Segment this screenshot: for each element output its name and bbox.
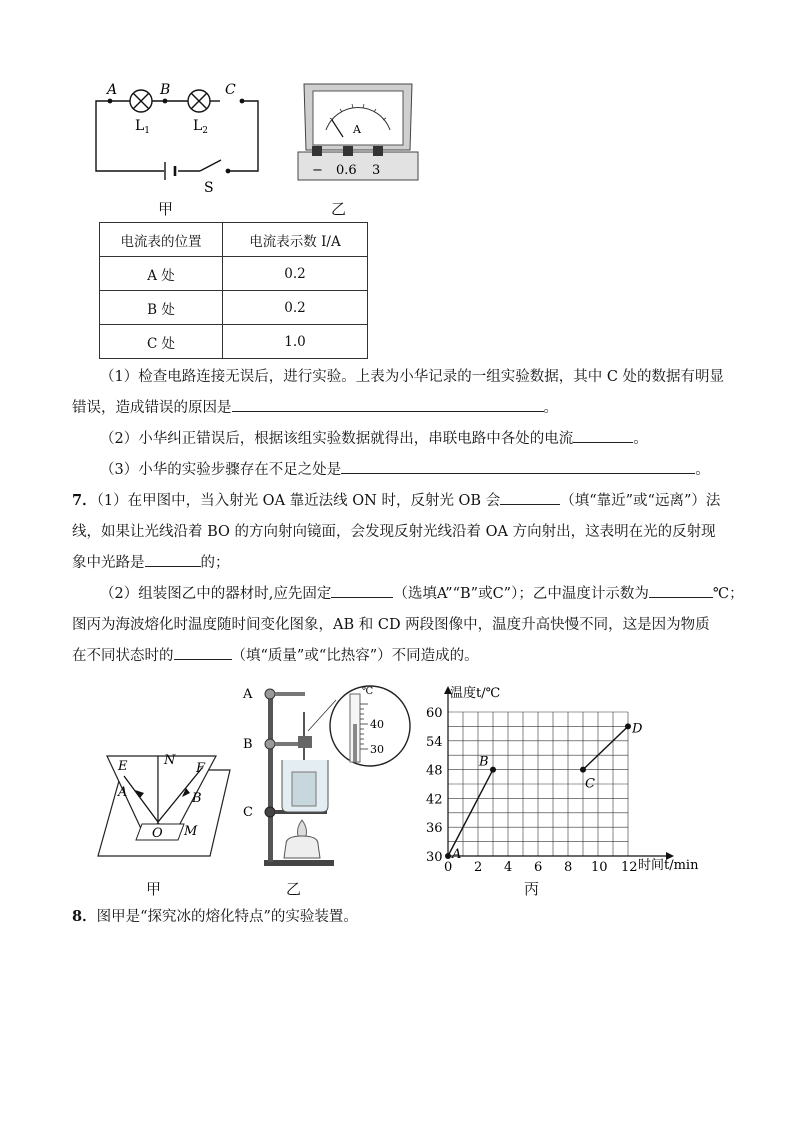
question-number: 7． (72, 492, 97, 509)
x-tick-label: 4 (504, 860, 513, 875)
table-cell: C 处 (100, 325, 223, 359)
q7-line5: 图丙为海波熔化时温度随时间变化图象，AB 和 CD 两段图像中，温度升高快慢不同，这是因为物质 (72, 617, 710, 633)
svg-text:L2: $L_2$ (193, 118, 209, 136)
q7-line1: 7．（1）在甲图中，当入射光 OA 靠近法线 ON 时，反射光 OB 会 （填“靠近”或“远离”）法 (72, 492, 721, 509)
thermo-30: 30 (370, 743, 384, 756)
label-N: N (164, 753, 176, 768)
point-label-B: B (479, 754, 489, 770)
question-number: 8． (72, 908, 97, 925)
q6-part1-line2: 错误，造成错误的原因是 。 (72, 397, 558, 419)
label-A: A (118, 785, 128, 800)
caption-ammeter: 乙 (331, 200, 347, 218)
label-O: O (152, 826, 163, 841)
thermo-40: 40 (370, 718, 384, 731)
lamp2-label: L (193, 118, 203, 134)
x-tick-label: 6 (534, 860, 543, 875)
chart-xlabel: 时间t/min (638, 858, 699, 873)
x-tick-label: 8 (564, 860, 573, 875)
data-point-A (445, 853, 451, 859)
switch-label: S (204, 180, 214, 196)
table-cell: A 处 (100, 257, 223, 291)
point-c-label: C (225, 82, 236, 98)
table-header: 电流表示数 I/A (223, 223, 368, 257)
x-tick-label: 12 (621, 860, 638, 875)
label-F: F (196, 761, 206, 776)
y-tick-label: 36 (426, 821, 443, 837)
answer-blank[interactable] (649, 583, 713, 598)
caption-circuit: 甲 (158, 200, 174, 218)
x-tick-label: 10 (591, 860, 608, 875)
answer-blank[interactable] (232, 397, 544, 412)
q7-line6: 在不同状态时的 （填“质量”或“比热容”）不同造成的。 (72, 645, 479, 667)
y-tick-label: 54 (426, 734, 443, 750)
y-tick-label: 48 (426, 763, 443, 779)
table-cell: B 处 (100, 291, 223, 325)
q8-line: 8．图甲是“探究冰的熔化特点”的实验装置。 (72, 908, 358, 925)
svg-text:L1: $L_1$ (135, 118, 151, 136)
terminal-3: 3 (372, 163, 381, 178)
label-E: E (118, 759, 128, 774)
ammeter-unit: A (353, 123, 361, 136)
data-point-D (625, 723, 631, 729)
table-row (100, 291, 368, 325)
apparatus-diagram (240, 676, 415, 872)
table-cell: 1.0 (223, 325, 368, 359)
q6-part1-line1: （1）检查电路连接无误后，进行实验。上表为小华记录的一组实验数据，其中 C 处的数据有明显 (100, 369, 725, 385)
table-header-row (100, 223, 368, 257)
table-row (100, 325, 368, 359)
label-B: B (192, 791, 202, 806)
ammeter-image (296, 80, 420, 184)
reflection-diagram (92, 740, 237, 860)
q7-line2: 线，如果让光线沿着 BO 的方向射向镜面，会发现反射光线沿着 OA 方向射出，这表明在光的反射现 (72, 524, 716, 540)
table-row (100, 257, 368, 291)
q7-line3: 象中光路是 的； (72, 552, 230, 574)
melting-chart (422, 680, 712, 876)
current-table (99, 222, 368, 359)
point-label-A: A (452, 847, 462, 862)
answer-blank[interactable] (573, 428, 633, 443)
point-label-D: D (632, 721, 643, 737)
q6-part2: （2）小华纠正错误后，根据该组实验数据就得出，串联电路中各处的电流 。 (100, 428, 648, 450)
answer-blank[interactable] (145, 552, 201, 567)
data-point-B (490, 767, 496, 773)
answer-blank[interactable] (331, 583, 393, 598)
table-header: 电流表的位置 (100, 223, 223, 257)
thermo-unit: ℃ (362, 686, 374, 697)
label-A: A (243, 687, 253, 702)
x-tick-label: 2 (474, 860, 483, 875)
series-segment-CD (583, 726, 628, 769)
lamp1-label: L (135, 118, 145, 134)
label-M: M (184, 824, 198, 839)
circuit-diagram (88, 72, 278, 200)
caption-apparatus: 乙 (286, 880, 302, 898)
table-cell: 0.2 (223, 257, 368, 291)
point-label-C: C (585, 776, 595, 792)
table-cell: 0.2 (223, 291, 368, 325)
y-tick-label: 30 (426, 850, 443, 865)
terminal-06: 0.6 (336, 163, 357, 178)
y-tick-label: 60 (426, 706, 443, 721)
terminal-neg: − (312, 163, 323, 178)
answer-blank[interactable] (341, 459, 695, 474)
label-C: C (243, 805, 253, 820)
caption-reflection: 甲 (146, 880, 162, 898)
point-b-label: B (160, 82, 171, 98)
data-point-C (580, 767, 586, 773)
label-B: B (243, 737, 253, 752)
point-a-label: A (107, 82, 118, 98)
x-tick-label: 0 (444, 860, 453, 875)
y-tick-label: 42 (426, 792, 443, 808)
q7-line4: （2）组装图乙中的器材时,应先固定 （选填A”“B”或C”）；乙中温度计示数为 ℃； (100, 583, 744, 605)
answer-blank[interactable] (174, 645, 232, 660)
chart-grid (448, 712, 628, 856)
answer-blank[interactable] (500, 490, 560, 505)
chart-ylabel: 温度t/℃ (450, 686, 501, 701)
q6-part3: （3）小华的实验步骤存在不足之处是 。 (100, 459, 710, 481)
caption-chart: 丙 (524, 880, 540, 898)
